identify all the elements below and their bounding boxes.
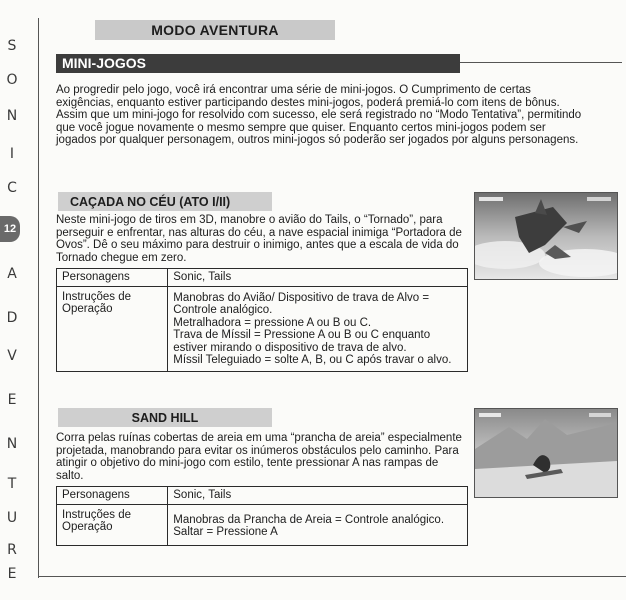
characters-label: Personagens [57,269,168,287]
vertical-title-letter: T [7,476,17,492]
vertical-title-letter: N [6,436,18,452]
vertical-title-letter: R [7,542,17,558]
vertical-title-letter: C [7,180,17,196]
instruction-line: Metralhadora = pressione A ou B ou C. [173,316,372,329]
vertical-title-letter: D [6,310,18,326]
vertical-title-letter: I [9,146,15,162]
instruction-line: Míssil Teleguiado = solte A, B, ou C após travar o alvo. [173,354,452,366]
bottom-rule [38,576,626,577]
characters-value: Sonic, Tails [168,487,468,505]
minigame-spec-table [56,268,468,372]
table-row [57,504,468,545]
table-row [57,269,468,287]
characters-label: Personagens [57,487,168,505]
minigame-description: Neste mini-jogo de tiros em 3D, manobre o avião do Tails, o “Tornado”, para perseguir e enfrentar, nas alturas do céu, a nave espacial inimiga “Portadora de Ovos”. Dê o seu máximo para destruir o inimigo, antes que a escala de vida do Tornado chegue em zero. [56,214,462,264]
section-rule [460,62,622,63]
vertical-title-letter: E [7,392,17,408]
intro-paragraph: Ao progredir pelo jogo, você irá encontrar uma série de mini-jogos. O Cumprimento de certas exigências, enquanto estiver participando destes mini-jogos, poderá premiá-lo com itens de bônus. Assim que um mini-jogo for resolvido com sucesso, ele será registrado no “Modo Tentativa”, permitindo que você jogue novamente o mesmo sempre que quiser. Enquanto certos mini-jogos podem ser jogados por qualquer personagem, outros mini-jogos só poderão ser jogados por alguns personagens. [56,84,582,146]
table-row [57,286,468,371]
instruction-line: Manobras do Avião/ Dispositivo de trava de Alvo = Controle analógico. [173,291,430,316]
section-title-bar [56,54,460,73]
margin-rule [38,18,39,578]
sky-chase-screenshot [474,192,618,280]
section-title: MINI-JOGOS [62,55,147,71]
characters-value: Sonic, Tails [168,269,468,287]
table-row [57,487,468,505]
instructions-cell [168,286,468,371]
minigame-title-bar [58,408,272,427]
vertical-title-letter: O [6,72,18,88]
minigame-description: Corra pelas ruínas cobertas de areia em uma “prancha de areia” especialmente projetada, manobrando para evitar os inúmeros obstáculos pelo caminho. Para atingir o objetivo do mini-jogo com estilo, tente pressionar A nas rampas de salto. [56,432,462,482]
vertical-title-letter: N [6,108,18,124]
instruction-line: Saltar = Pressione A [173,526,278,538]
sand-hill-illustration [475,409,617,497]
minigame-title-bar [58,192,272,211]
instructions-label: Instruções de Operação [57,286,168,371]
instruction-line: Manobras da Prancha de Areia = Controle analógico. [173,513,445,526]
sand-hill-screenshot [474,408,618,498]
vertical-title-letter: A [7,266,17,282]
minigame-title: SAND HILL [131,410,199,425]
instructions-cell [168,504,468,545]
sky-chase-illustration [475,193,617,279]
page-number: 12 [0,216,20,242]
page-header: MODO AVENTURA [95,20,335,40]
vertical-title-letter: E [7,566,17,582]
vertical-title-letter: V [7,348,17,364]
instructions-label: Instruções de Operação [57,504,168,545]
minigame-spec-table [56,486,468,546]
vertical-title-letter: S [7,38,17,54]
instruction-line: Trava de Míssil = Pressione A ou B ou C enquanto estiver mirando o dispositivo de trava de alvo. [173,329,431,354]
vertical-title-letter: U [6,510,18,526]
minigame-title: CAÇADA NO CÉU (ATO I/II) [70,194,231,209]
